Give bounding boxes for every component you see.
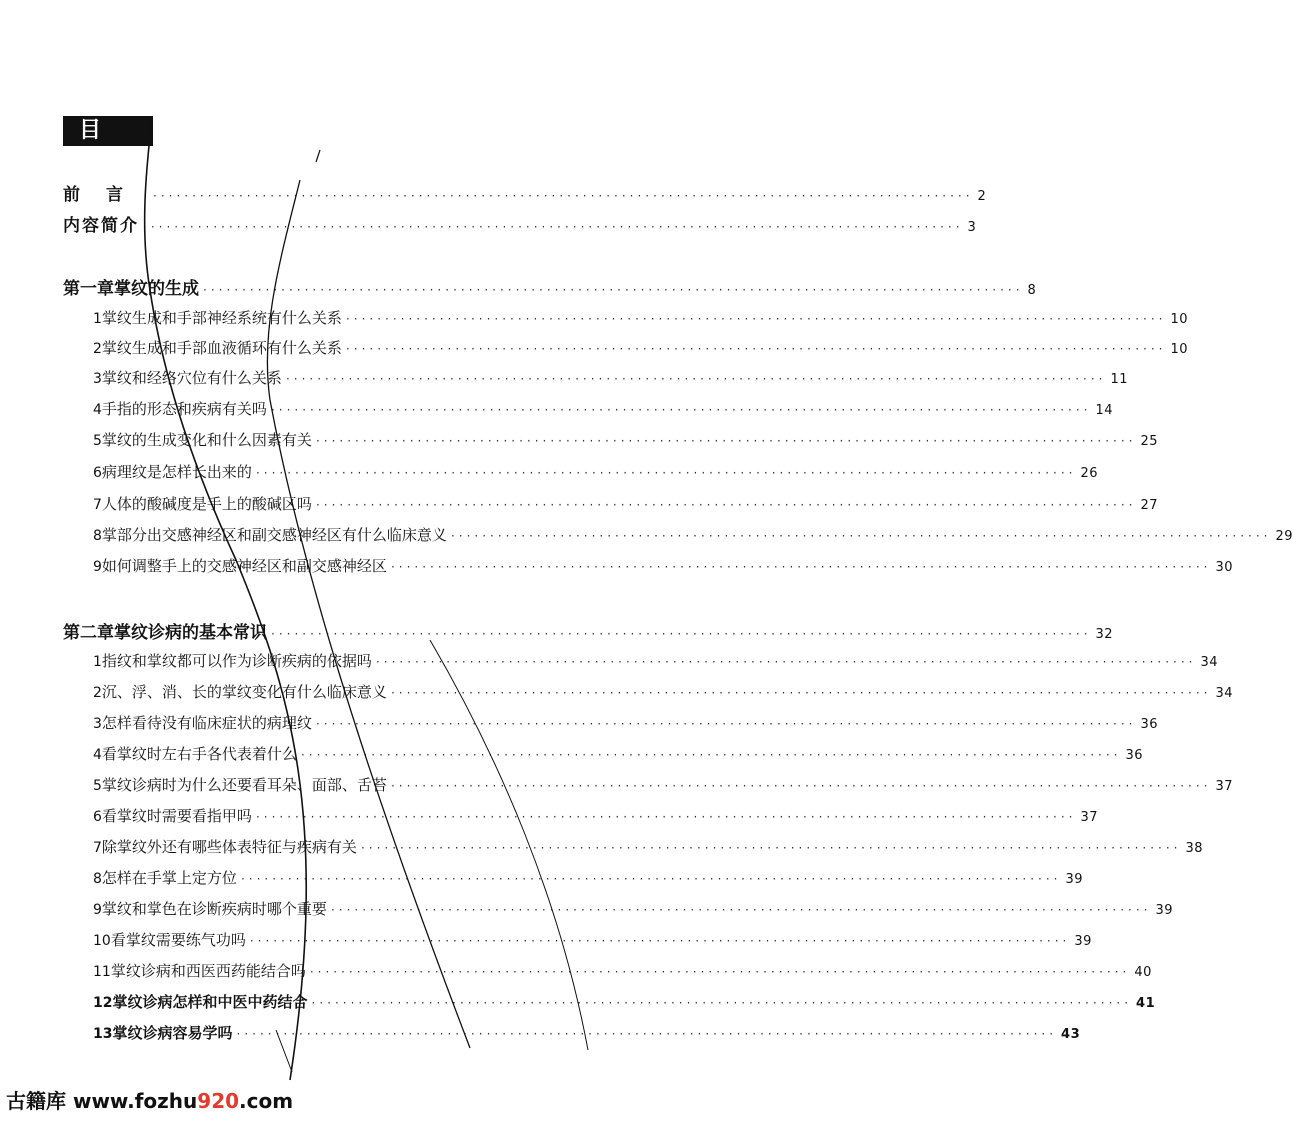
watermark-prefix: 古籍库 www.fozhu (6, 1089, 198, 1113)
item-title: 如何调整手上的交感神经区和副交感神经区 (101, 557, 387, 575)
item-title: 看掌纹时需要看指甲吗 (101, 807, 252, 825)
item-page: 37 (1080, 810, 1099, 825)
dot-leader: ········································································································· (390, 779, 1212, 793)
dot-leader: ········································································································· (153, 189, 974, 203)
item-number: 8 (93, 528, 102, 544)
dot-leader: ········································································································· (271, 627, 1092, 641)
dot-leader: ········································································································· (345, 312, 1167, 326)
item-title: 掌纹和掌色在诊断疾病时哪个重要 (101, 900, 327, 918)
item-number: 6 (93, 465, 102, 481)
pen-stroke (276, 1030, 292, 1072)
item-number: 12 (93, 995, 113, 1011)
item-page: 40 (1134, 965, 1152, 980)
item-title: 怎样看待没有临床症状的病理纹 (101, 714, 312, 732)
item-number: 2 (93, 341, 102, 357)
dot-leader: ········································································································· (311, 996, 1133, 1010)
item-number: 5 (93, 778, 102, 794)
dot-leader: ········································································································· (255, 810, 1077, 824)
item-title: 掌纹生成和手部血液循环有什么关系 (101, 339, 342, 357)
pen-stroke (430, 640, 588, 1050)
dot-leader: ········································································································· (309, 965, 1131, 979)
item-number: 3 (93, 371, 102, 387)
item-title: 病理纹是怎样长出来的 (101, 463, 252, 481)
pen-stroke (316, 150, 320, 162)
item-title: 掌纹诊病和西医西药能结合吗 (110, 962, 306, 980)
dot-leader: ········································································································· (390, 560, 1212, 574)
dot-leader: ········································································································· (270, 403, 1092, 417)
item-page: 25 (1140, 434, 1159, 449)
dot-leader: ········································································································· (240, 872, 1062, 886)
entry-title: 内容简介 (63, 216, 139, 236)
dot-leader: ········································································································· (236, 1027, 1058, 1041)
pen-stroke (267, 180, 470, 1048)
entry-page: 3 (967, 220, 977, 235)
item-title: 沉、浮、消、长的掌纹变化有什么临床意义 (101, 683, 387, 701)
item-title: 手指的形态和疾病有关吗 (101, 400, 267, 418)
item-page: 36 (1125, 748, 1144, 763)
item-page: 39 (1155, 903, 1174, 918)
item-number: 7 (93, 497, 102, 513)
item-number: 8 (93, 871, 102, 887)
item-title: 除掌纹外还有哪些体表特征与疾病有关 (101, 838, 357, 856)
dot-leader: ········································································································· (285, 372, 1107, 386)
item-number: 11 (93, 964, 111, 980)
dot-leader: ········································································································· (360, 841, 1182, 855)
dot-leader: ········································································································· (315, 434, 1137, 448)
item-page: 39 (1065, 872, 1084, 887)
toc-heading: 目 录 (63, 116, 153, 146)
dot-leader: ········································································································· (203, 283, 1024, 297)
dot-leader: ········································································································· (390, 686, 1212, 700)
chapter-label: 第一章 (63, 279, 114, 299)
item-page: 38 (1185, 841, 1204, 856)
entry-title: 前言 (63, 185, 149, 205)
item-page: 26 (1080, 466, 1099, 481)
item-page: 43 (1061, 1027, 1081, 1042)
dot-leader: ········································································································· (315, 498, 1137, 512)
watermark-suffix: .com (239, 1089, 294, 1113)
item-title: 人体的酸碱度是手上的酸碱区吗 (101, 495, 312, 513)
item-number: 9 (93, 902, 102, 918)
item-number: 1 (93, 311, 102, 327)
dot-leader: ········································································································· (375, 655, 1197, 669)
item-number: 3 (93, 716, 102, 732)
item-page: 37 (1215, 779, 1234, 794)
item-title: 掌纹和经络穴位有什么关系 (101, 369, 282, 387)
dot-leader: ········································································································· (255, 466, 1077, 480)
item-number: 13 (93, 1026, 113, 1042)
dot-leader: ········································································································· (345, 342, 1167, 356)
item-page: 11 (1110, 372, 1129, 387)
item-title: 掌纹诊病怎样和中医中药结合 (112, 993, 308, 1011)
chapter-label: 第二章 (63, 623, 114, 643)
site-watermark (6, 1085, 293, 1114)
dot-leader: ········································································································· (450, 529, 1272, 543)
entry-page: 2 (977, 189, 987, 204)
item-title: 掌纹诊病时为什么还要看耳朵、面部、舌苔 (101, 776, 387, 794)
item-number: 1 (93, 654, 102, 670)
item-page: 34 (1215, 686, 1234, 701)
item-page: 34 (1200, 655, 1219, 670)
chapter-page: 32 (1095, 627, 1114, 642)
item-number: 7 (93, 840, 102, 856)
item-title: 掌纹的生成变化和什么因素有关 (101, 431, 312, 449)
item-page: 41 (1136, 996, 1156, 1011)
watermark-number: 920 (197, 1089, 240, 1113)
chapter-title: 掌纹的生成 (114, 279, 199, 299)
item-number: 2 (93, 685, 102, 701)
item-page: 39 (1074, 934, 1092, 949)
item-title: 掌纹诊病容易学吗 (112, 1024, 233, 1042)
item-number: 10 (93, 933, 111, 949)
dot-leader: ········································································································· (300, 748, 1122, 762)
dot-leader: ········································································································· (315, 717, 1137, 731)
item-page: 14 (1095, 403, 1114, 418)
item-page: 27 (1140, 498, 1159, 513)
dot-leader: ········································································································· (143, 220, 964, 234)
item-title: 看掌纹时左右手各代表着什么 (101, 745, 297, 763)
item-title: 掌部分出交感神经区和副交感神经区有什么临床意义 (101, 526, 447, 544)
chapter-title: 掌纹诊病的基本常识 (114, 623, 267, 643)
item-number: 9 (93, 559, 102, 575)
chapter-page: 8 (1027, 283, 1037, 298)
item-title: 怎样在手掌上定方位 (101, 869, 237, 887)
item-page: 10 (1170, 312, 1189, 327)
item-number: 4 (93, 747, 102, 763)
dot-leader: ········································································································· (330, 903, 1152, 917)
item-number: 5 (93, 433, 102, 449)
item-page: 36 (1140, 717, 1159, 732)
item-number: 6 (93, 809, 102, 825)
item-page: 29 (1275, 529, 1293, 544)
pen-stroke (145, 118, 307, 1080)
item-page: 30 (1215, 560, 1234, 575)
item-title: 看掌纹需要练气功吗 (110, 931, 246, 949)
item-title: 掌纹生成和手部神经系统有什么关系 (101, 309, 342, 327)
item-page: 10 (1170, 342, 1189, 357)
item-title: 指纹和掌纹都可以作为诊断疾病的依据吗 (101, 652, 372, 670)
item-number: 4 (93, 402, 102, 418)
dot-leader: ········································································································· (249, 934, 1071, 948)
